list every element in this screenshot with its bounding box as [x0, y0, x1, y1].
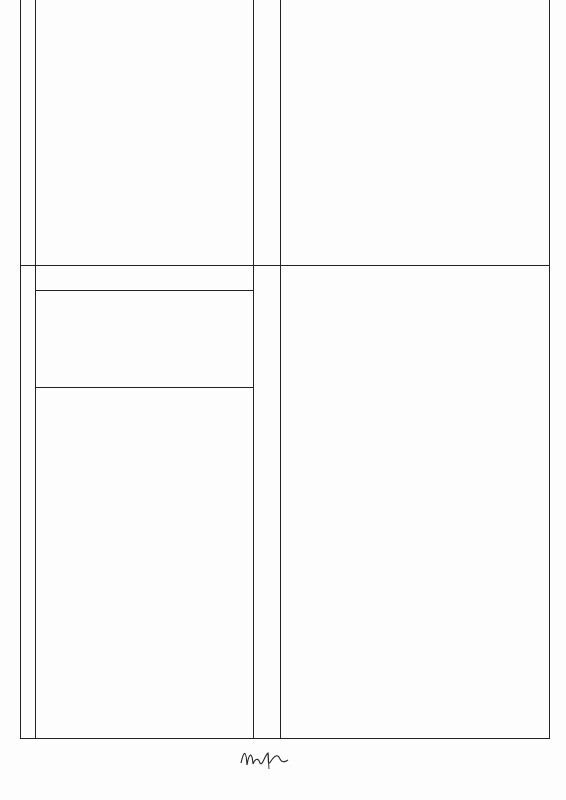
requirements-table [20, 0, 550, 739]
signature-image [238, 745, 294, 773]
department-table [35, 290, 254, 388]
column-divider [280, 0, 281, 738]
row-divider [21, 265, 549, 266]
